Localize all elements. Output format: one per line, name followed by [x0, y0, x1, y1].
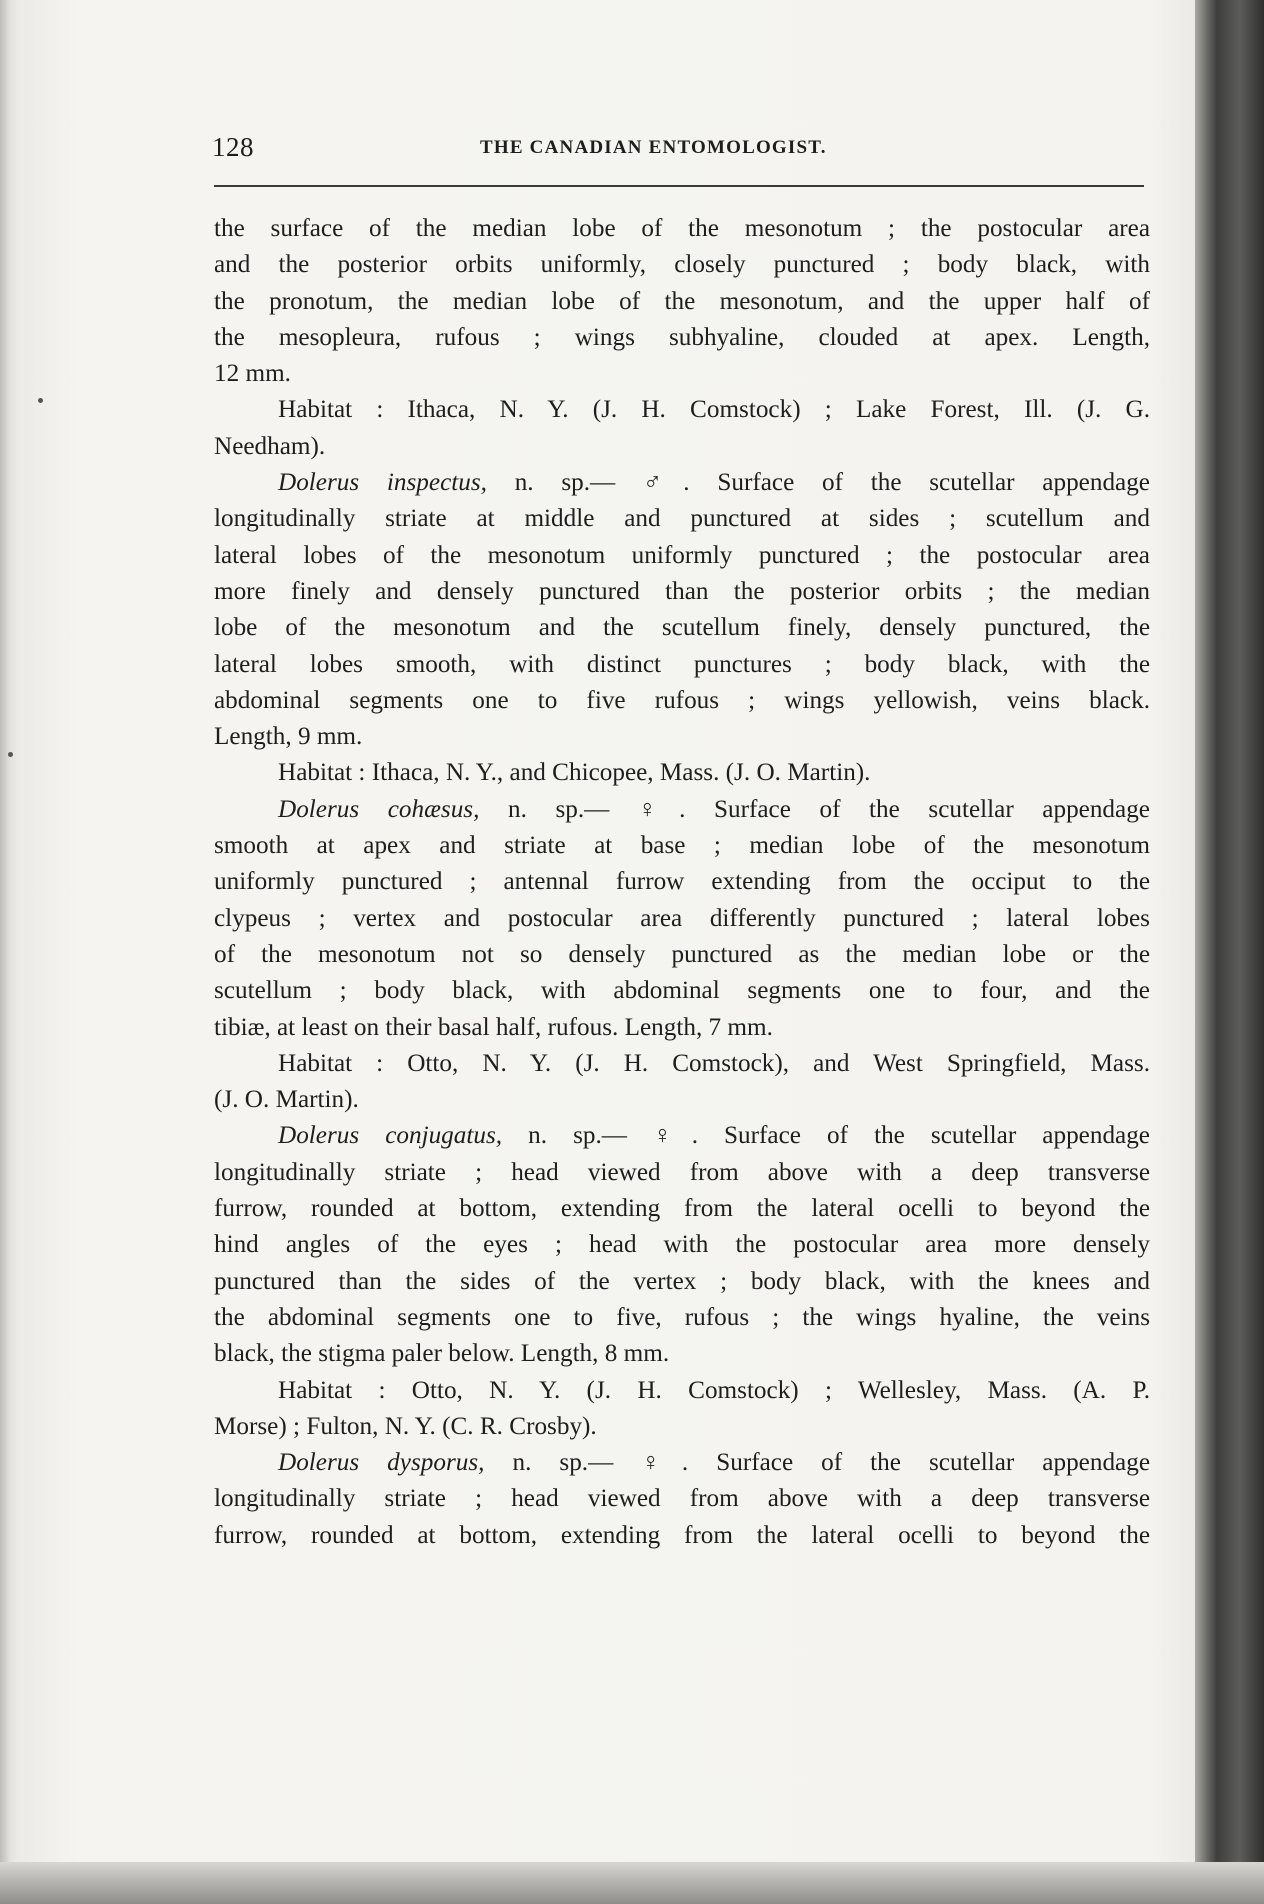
text-line: longitudinally striate ; head viewed from above with a deep transverse: [214, 1485, 1150, 1513]
text-line: of the mesonotum not so densely punctured as the median lobe or the: [214, 940, 1150, 968]
text-line: uniformly punctured ; antennal furrow extending from the occiput to the: [214, 868, 1150, 896]
text-line: lobe of the mesonotum and the scutellum finely, densely punctured, the: [214, 614, 1150, 642]
habitat-line: Habitat : Otto, N. Y. (J. H. Comstock) ; Wellesley, Mass. (A. P.: [278, 1376, 1150, 1404]
text-line: the pronotum, the median lobe of the mesonotum, and the upper half of: [214, 287, 1150, 315]
page-number: 128: [212, 132, 254, 162]
text-line: and the posterior orbits uniformly, closely punctured ; body black, with: [214, 251, 1150, 279]
text-line: Needham).: [214, 432, 326, 460]
text-line: furrow, rounded at bottom, extending from the lateral ocelli to beyond the: [214, 1521, 1150, 1549]
article-body: [214, 211, 1150, 1554]
text-line: Morse) ; Fulton, N. Y. (C. R. Crosby).: [214, 1412, 597, 1440]
text-line: tibiæ, at least on their basal half, rufous. Length, 7 mm.: [214, 1013, 773, 1041]
species-name: Dolerus dysporus,: [278, 1449, 485, 1477]
habitat-line: Habitat : Ithaca, N. Y., and Chicopee, Mass. (J. O. Martin).: [278, 759, 871, 787]
habitat-line: Habitat : Otto, N. Y. (J. H. Comstock), and West Springfield, Mass.: [278, 1049, 1150, 1077]
text-line: Length, 9 mm.: [214, 723, 363, 751]
text-line: smooth at apex and striate at base ; median lobe of the mesonotum: [214, 832, 1150, 860]
text-line: lateral lobes smooth, with distinct punctures ; body black, with the: [214, 650, 1150, 678]
species-description: n. sp.— ♀. Surface of the scutellar appendage: [484, 1449, 1150, 1477]
species-heading-line: [214, 465, 1150, 501]
text-line: lateral lobes of the mesonotum uniformly punctured ; the postocular area: [214, 541, 1150, 569]
text-line: 12 mm.: [214, 360, 291, 388]
text-line: longitudinally striate ; head viewed from above with a deep transverse: [214, 1158, 1150, 1186]
text-line: clypeus ; vertex and postocular area differently punctured ; lateral lobes: [214, 904, 1150, 932]
species-heading-line: [214, 792, 1150, 828]
header-rule: [214, 185, 1144, 187]
species-name: Dolerus cohæsus,: [278, 795, 480, 823]
journal-title: THE CANADIAN ENTOMOLOGIST.: [480, 137, 827, 158]
running-head: [212, 132, 1142, 168]
scan-bottom-edge: [0, 1862, 1264, 1904]
text-line: black, the stigma paler below. Length, 8 mm.: [214, 1340, 670, 1368]
text-line: longitudinally striate at middle and punctured at sides ; scutellum and: [214, 505, 1150, 533]
species-name: Dolerus conjugatus,: [278, 1122, 503, 1150]
text-line: punctured than the sides of the vertex ; body black, with the knees and: [214, 1267, 1150, 1295]
species-description: n. sp.— ♀. Surface of the scutellar appendage: [479, 795, 1150, 823]
book-gutter-shadow: [1195, 0, 1264, 1904]
text-line: scutellum ; body black, with abdominal segments one to four, and the: [214, 977, 1150, 1005]
text-line: more finely and densely punctured than the posterior orbits ; the median: [214, 577, 1150, 605]
text-line: the surface of the median lobe of the mesonotum ; the postocular area: [214, 215, 1150, 242]
text-line: the abdominal segments one to five, rufous ; the wings hyaline, the veins: [214, 1303, 1150, 1331]
habitat-line: Habitat : Ithaca, N. Y. (J. H. Comstock) ; Lake Forest, Ill. (J. G.: [278, 396, 1150, 424]
species-heading-line: [214, 1118, 1150, 1154]
text-line: the mesopleura, rufous ; wings subhyaline, clouded at apex. Length,: [214, 323, 1150, 351]
species-description: n. sp.— ♂. Surface of the scutellar appendage: [486, 469, 1150, 497]
species-heading-line: [214, 1445, 1150, 1481]
page-left-edge: [0, 0, 10, 1904]
text-line: abdominal segments one to five rufous ; wings yellowish, veins black.: [214, 686, 1150, 714]
text-line: (J. O. Martin).: [214, 1086, 359, 1114]
species-name: Dolerus inspectus,: [278, 469, 487, 497]
text-line: furrow, rounded at bottom, extending from the lateral ocelli to beyond the: [214, 1195, 1150, 1223]
text-line: hind angles of the eyes ; head with the postocular area more densely: [214, 1231, 1150, 1259]
scan-speck: [8, 752, 13, 757]
scan-speck: [38, 398, 43, 403]
species-description: n. sp.— ♀. Surface of the scutellar appendage: [502, 1122, 1150, 1150]
